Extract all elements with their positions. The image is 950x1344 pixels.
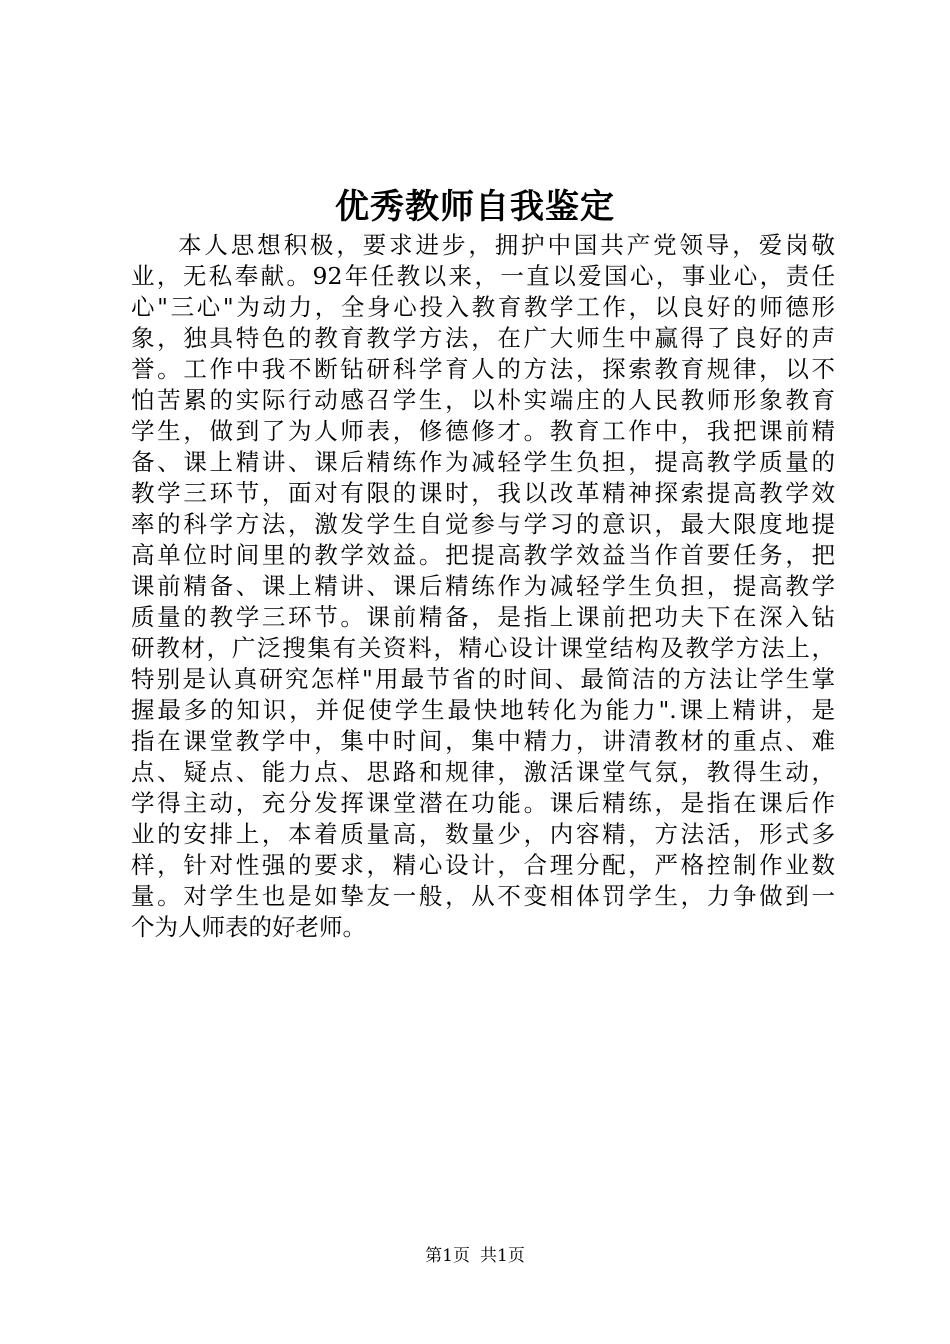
body-line: 誉。工作中我不断钻研科学育人的方法，探索教育规律，以不 [131, 355, 835, 383]
body-line: 个为人师表的好老师。 [131, 913, 366, 941]
body-line: 课前精备、课上精讲、课后精练作为减轻学生负担，提高教学 [131, 572, 835, 600]
body-line: 业，无私奉献。92年任教以来，一直以爱国心，事业心，责任 [131, 262, 835, 290]
body-line: 学得主动，充分发挥课堂潜在功能。课后精练，是指在课后作 [131, 789, 835, 817]
body-line: 率的科学方法，激发学生自觉参与学习的意识，最大限度地提 [131, 510, 835, 538]
body-line: 象，独具特色的教育教学方法，在广大师生中赢得了良好的声 [131, 324, 835, 352]
body-line: 握最多的知识，并促使学生最快地转化为能力".课上精讲，是 [131, 696, 835, 724]
page-total: 共1页 [480, 1246, 525, 1266]
body-line: 学生，做到了为人师表，修德修才。教育工作中，我把课前精 [131, 417, 835, 445]
body-line: 高单位时间里的教学效益。把提高教学效益当作首要任务，把 [131, 541, 835, 569]
body-line: 本人思想积极，要求进步，拥护中国共产党领导，爱岗敬 [178, 231, 835, 259]
body-line: 业的安排上，本着质量高，数量少，内容精，方法活，形式多 [131, 820, 835, 848]
document-title: 优秀教师自我鉴定 [335, 187, 615, 227]
page-footer [0, 1245, 950, 1267]
document-body [131, 230, 835, 943]
page-number: 第1页 [425, 1246, 470, 1266]
body-line: 心"三心"为动力，全身心投入教育教学工作，以良好的师德形 [131, 293, 835, 321]
body-line: 量。对学生也是如挚友一般，从不变相体罚学生，力争做到一 [131, 882, 835, 910]
body-line: 研教材，广泛搜集有关资料，精心设计课堂结构及教学方法上， [131, 634, 835, 662]
body-line: 样，针对性强的要求，精心设计，合理分配，严格控制作业数 [131, 851, 835, 879]
body-line: 教学三环节，面对有限的课时，我以改革精神探索提高教学效 [131, 479, 835, 507]
body-line: 备、课上精讲、课后精练作为减轻学生负担，提高教学质量的 [131, 448, 835, 476]
body-line: 指在课堂教学中，集中时间，集中精力，讲清教材的重点、难 [131, 727, 835, 755]
body-line: 特别是认真研究怎样"用最节省的时间、最简洁的方法让学生掌 [131, 665, 835, 693]
body-line: 点、疑点、能力点、思路和规律，激活课堂气氛，教得生动， [131, 758, 835, 786]
body-line: 怕苦累的实际行动感召学生，以朴实端庄的人民教师形象教育 [131, 386, 835, 414]
body-line: 质量的教学三环节。课前精备，是指上课前把功夫下在深入钻 [131, 603, 835, 631]
